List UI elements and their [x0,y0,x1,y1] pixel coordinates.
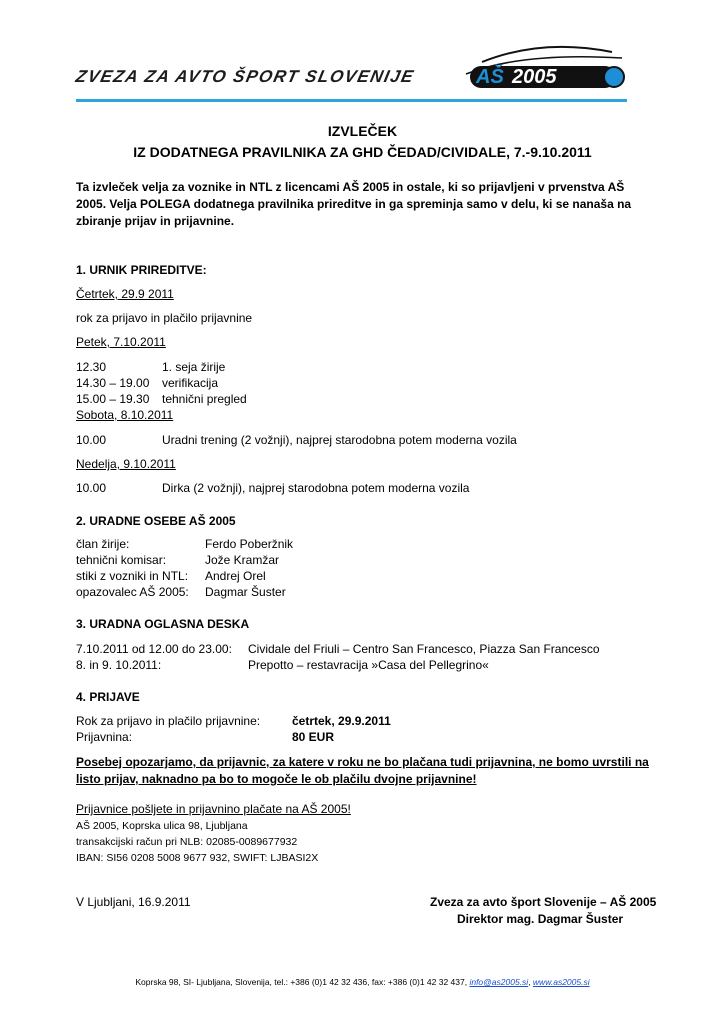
official-role: stiki z vozniki in NTL: [76,569,189,583]
address-line: AŠ 2005, Koprska ulica 98, Ljubljana [76,820,248,832]
schedule-time: 14.30 – 19.00 [76,376,150,390]
doc-subtitle: IZ DODATNEGA PRAVILNIKA ZA GHD ČEDAD/CIVIDALE, 7.-9.10.2011 [133,144,592,160]
send-heading: Prijavnice pošljete in prijavnino plačate na AŠ 2005! [76,802,351,816]
day1-item: rok za prijavo in plačilo prijavnine [76,311,253,325]
footer-email-link[interactable]: info@as2005.si [469,977,529,987]
bank-account-line: transakcijski račun pri NLB: 02085-0089677932 [76,836,298,848]
official-name: Andrej Orel [205,569,266,583]
entry-value: 80 EUR [292,730,335,744]
schedule-time: 10.00 [76,481,107,495]
schedule-text: Uradni trening (2 vožnji), najprej starodobna potem moderna vozila [162,433,517,447]
intro-paragraph: Ta izvleček velja za voznike in NTL z licencami AŠ 2005 in ostale, ki so prijavljeni v prvenstva AŠ 2005. Velja POLEGA dodatnega pravilnika prireditve in ga spreminja samo v delu, ki se nanaša na zbiranje prijav in prijavnine. [76,180,632,228]
schedule-text: Dirka (2 vožnji), najprej starodobna potem moderna vozila [162,481,470,495]
official-role: opazovalec AŠ 2005: [76,585,189,599]
board-when: 7.10.2011 od 12.00 do 23.00: [76,642,232,656]
signature-org: Zveza za avto šport Slovenije – AŠ 2005 [430,895,657,909]
page-footer [0,977,725,987]
entry-value: četrtek, 29.9.2011 [292,714,391,728]
day3-heading: Sobota, 8.10.2011 [76,408,174,422]
board-where: Prepotto – restavracija »Casa del Pellegrino« [248,658,489,672]
doc-title: IZVLEČEK [327,123,398,139]
schedule-text: 1. seja žirije [162,360,226,374]
brand-name: ZVEZA ZA AVTO ŠPORT SLOVENIJE [74,67,417,86]
official-role: član žirije: [76,537,130,551]
official-name: Ferdo Poberžnik [205,537,294,551]
logo-year-text: 2005 [512,66,557,88]
board-when: 8. in 9. 10.2011: [76,658,162,672]
day2-heading: Petek, 7.10.2011 [76,335,166,349]
iban-line: IBAN: SI56 0208 5008 9677 932, SWIFT: LJBASI2X [76,852,319,864]
as2005-logo [462,42,627,94]
schedule-text: tehnični pregled [162,392,247,406]
schedule-time: 12.30 [76,360,107,374]
place-date: V Ljubljani, 16.9.2011 [76,895,191,909]
official-name: Dagmar Šuster [205,585,286,599]
schedule-time: 10.00 [76,433,107,447]
footer-separator: , [528,977,533,987]
signature-director: Direktor mag. Dagmar Šuster [457,912,624,926]
entry-label: Rok za prijavo in plačilo prijavnine: [76,714,261,728]
warning-notice: Posebej opozarjamo, da prijavnic, za katere v roku ne bo plačana tudi prijavnina, ne bomo uvrstili na listo prijav, naknadno pa bo to mogoče le ob plačilu dvojne prijavnine! [76,755,649,786]
day1-heading: Četrtek, 29.9 2011 [76,287,174,301]
schedule-text: verifikacija [162,376,219,390]
footer-web-link[interactable]: www.as2005.si [532,977,590,987]
official-name: Jože Kramžar [205,553,280,567]
schedule-time: 15.00 – 19.30 [76,392,150,406]
board-where: Cividale del Friuli – Centro San Francesco, Piazza San Francesco [248,642,600,656]
section3-heading: 3. URADNA OGLASNA DESKA [76,617,250,631]
logo-as-text: AŠ [476,66,504,88]
section4-heading: 4. PRIJAVE [76,690,140,704]
footer-contact: Koprska 98, SI- Ljubljana, Slovenija, tel.: +386 (0)1 42 32 436, fax: +386 (0)1 42 32 437, [135,977,470,987]
day4-heading: Nedelja, 9.10.2011 [76,457,176,471]
section2-heading: 2. URADNE OSEBE AŠ 2005 [76,514,236,528]
section1-heading: 1. URNIK PRIREDITVE: [76,263,207,277]
entry-label: Prijavnina: [76,730,133,744]
header-divider [76,99,627,102]
official-role: tehnični komisar: [76,553,167,567]
